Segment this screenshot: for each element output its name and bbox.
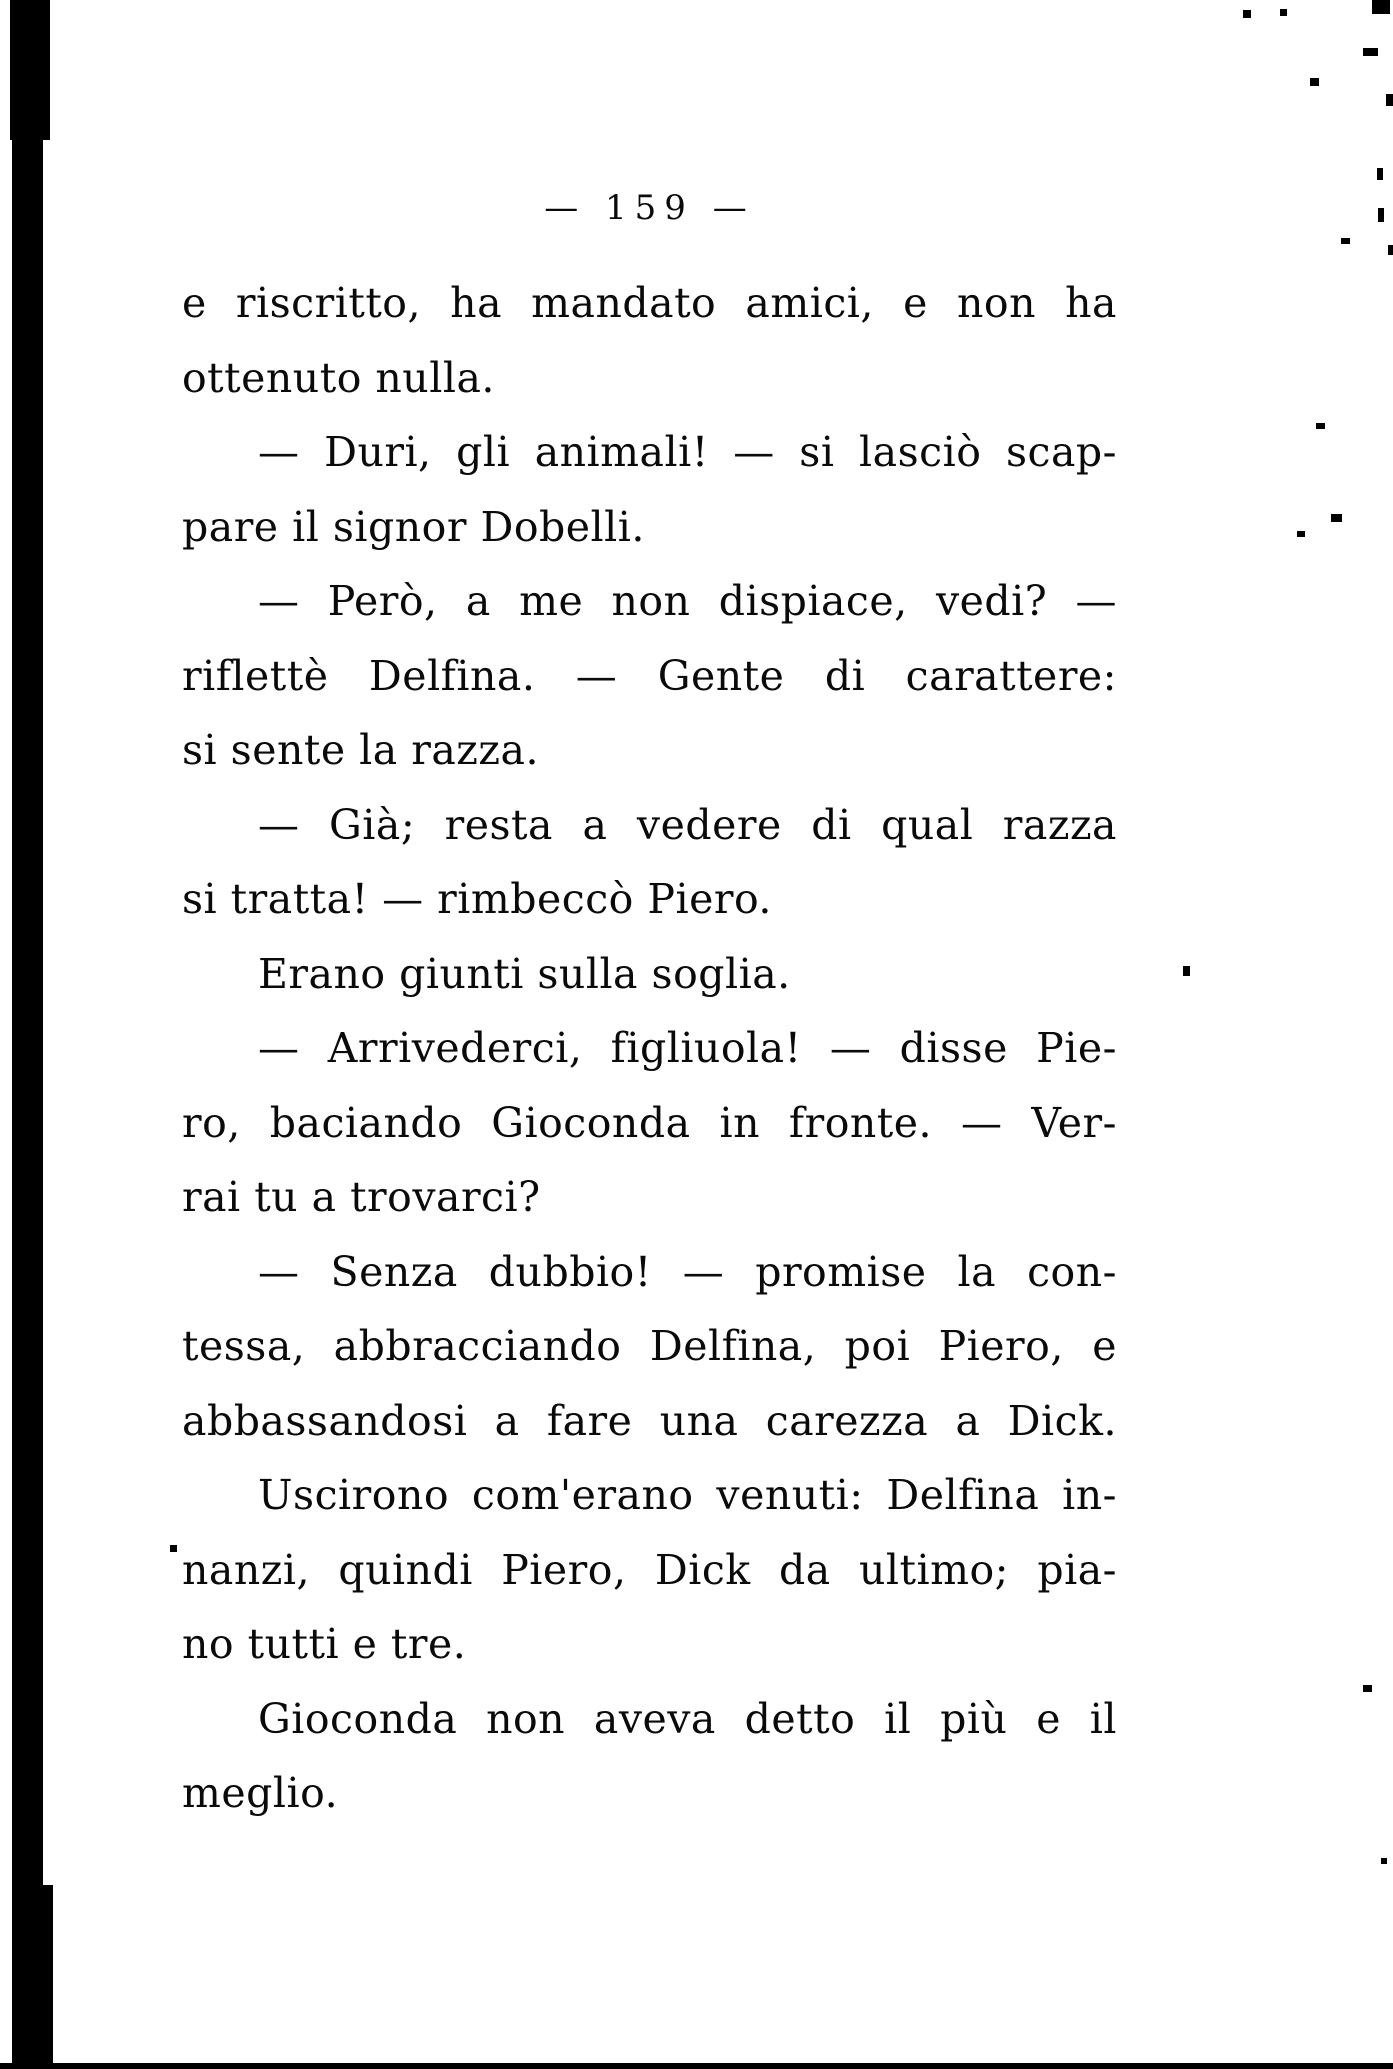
scan-speck xyxy=(1363,48,1378,56)
text-line: rai tu a trovarci? xyxy=(182,1173,541,1221)
scan-speck xyxy=(1331,514,1342,522)
scan-speck xyxy=(1363,1685,1372,1692)
text-line: — Duri, gli animali! — si lasciò scap- xyxy=(258,428,1117,476)
text-line: — Però, a me non dispiace, vedi? — xyxy=(258,577,1117,625)
text-line: ottenuto nulla. xyxy=(182,353,495,402)
scan-speck xyxy=(1297,531,1305,537)
text-line: — Già; resta a vedere di qual razza xyxy=(258,800,1117,849)
left-scan-bar-bottom xyxy=(15,1885,53,2069)
body-text xyxy=(182,266,1117,1831)
text-line: si sente la razza. xyxy=(182,726,539,774)
text-line: riflettè Delfina. — Gente di carattere: xyxy=(182,651,1117,700)
text-line: e riscritto, ha mandato amici, e non ha xyxy=(182,279,1117,327)
text-line: si tratta! — rimbeccò Piero. xyxy=(182,875,772,923)
text-line: abbassandosi a fare una carezza a Dick. xyxy=(182,1396,1117,1445)
text-line: Gioconda non aveva detto il più e il xyxy=(258,1694,1117,1743)
text-line: Erano giunti sulla soglia. xyxy=(258,949,791,998)
scan-speck xyxy=(1388,245,1393,255)
scan-speck xyxy=(1341,238,1350,244)
text-line: nanzi, quindi Piero, Dick da ultimo; pia- xyxy=(182,1545,1117,1594)
scan-speck xyxy=(1316,423,1325,429)
text-line: meglio. xyxy=(182,1769,339,1817)
scan-speck xyxy=(1183,966,1190,976)
left-scan-bar xyxy=(12,0,43,2069)
scan-speck xyxy=(1372,0,1390,14)
text-line: tessa, abbracciando Delfina, poi Piero, e xyxy=(182,1322,1117,1370)
text-line: ro, baciando Gioconda in fronte. — Ver- xyxy=(182,1098,1117,1147)
scan-speck xyxy=(1386,94,1393,106)
left-scan-bar-top xyxy=(10,0,50,140)
text-line: no tutti e tre. xyxy=(182,1620,467,1668)
scan-speck xyxy=(1243,10,1251,18)
text-line: — Arrivederci, figliuola! — disse Pie- xyxy=(258,1024,1117,1072)
scan-speck xyxy=(1378,208,1384,222)
bottom-scan-bar xyxy=(0,2063,1393,2069)
scan-speck xyxy=(1381,1858,1387,1864)
page-number: — 159 — xyxy=(544,188,755,228)
text-line: — Senza dubbio! — promise la con- xyxy=(258,1247,1117,1296)
scan-speck xyxy=(1310,78,1319,86)
text-line: pare il signor Dobelli. xyxy=(182,502,645,551)
scan-speck xyxy=(1280,9,1287,16)
text-line: Uscirono com'erano venuti: Delfina in- xyxy=(258,1471,1117,1519)
scan-speck xyxy=(170,1545,177,1552)
scan-speck xyxy=(1377,168,1383,180)
